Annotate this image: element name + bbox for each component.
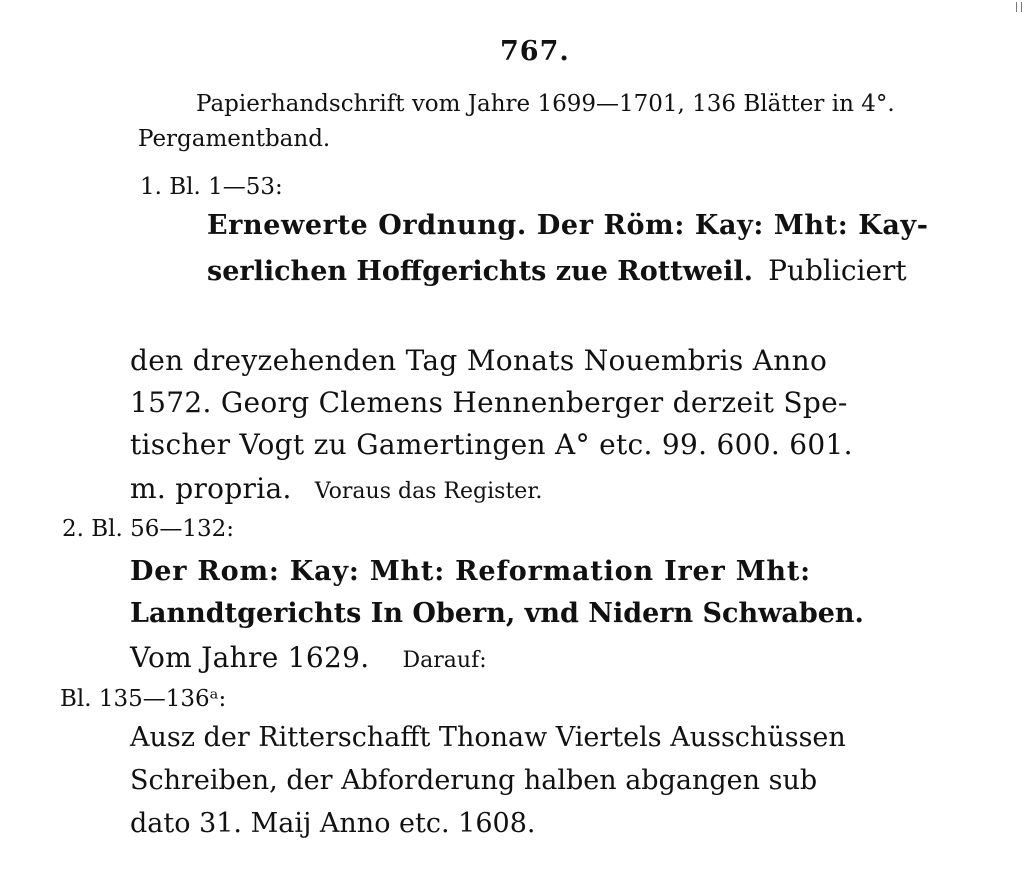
page-number: 767.: [500, 36, 570, 67]
entry-1-body-line: 1572. Georg Clemens Hennenberger derzeit Spe-: [130, 386, 848, 419]
entry-2-title-line-1: Der Rom: Kay: Mht: Reformation Irer Mht:: [130, 556, 811, 587]
entry-3-body-line: Schreiben, der Abforderung halben abgangen sub: [130, 765, 818, 796]
entry-1-title-line-1: Ernewerte Ordnung. Der Röm: Kay: Mht: Kay-: [207, 210, 929, 241]
page-edge-mark: [1016, 2, 1022, 12]
entry-3-body-line: dato 31. Maij Anno etc. 1608.: [130, 808, 536, 839]
manuscript-description: Papierhandschrift vom Jahre 1699—1701, 136 Blätter in 4°.: [196, 91, 895, 117]
entry-2-note: Darauf:: [402, 648, 487, 673]
entry-1-title-line-2: [207, 254, 907, 287]
entry-1-title-bold: serlichen Hoffgerichts zue Rottweil.: [207, 256, 754, 287]
entry-2-year-line: [130, 641, 487, 674]
entry-2-title-line-2: Lanndtgerichts In Obern, vnd Nidern Schwaben.: [130, 598, 864, 629]
entry-3-ref: Bl. 135—136ᵃ:: [60, 686, 227, 712]
entry-2-year: Vom Jahre 1629.: [130, 641, 370, 674]
entry-1-ref: 1. Bl. 1—53:: [140, 174, 283, 200]
entry-1-body-line: den dreyzehenden Tag Monats Nouembris Anno: [130, 344, 828, 377]
entry-1-signature: m. propria.: [130, 472, 292, 505]
entry-1-note: Voraus das Register.: [314, 479, 543, 504]
binding-description: Pergamentband.: [138, 126, 331, 152]
entry-1-last-line: [130, 472, 542, 505]
entry-1-title-rest: Publiciert: [768, 254, 907, 287]
entry-2-ref: 2. Bl. 56—132:: [62, 516, 235, 542]
entry-3-body-line: Ausz der Ritterschafft Thonaw Viertels Ausschüssen: [130, 722, 846, 753]
entry-1-body-line: tischer Vogt zu Gamertingen A° etc. 99. 600. 601.: [130, 428, 853, 461]
